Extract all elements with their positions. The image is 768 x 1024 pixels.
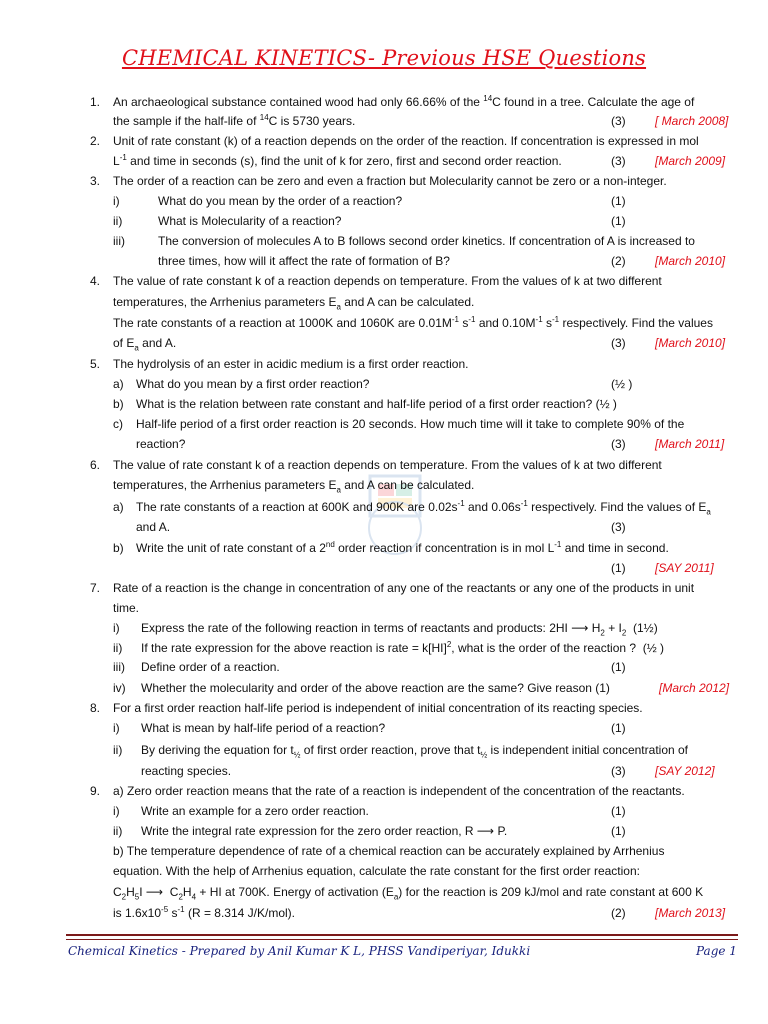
marks-label: (3) (611, 114, 626, 128)
question-text: temperatures, the Arrhenius parameters $E_a$ and A can be calculated. (113, 295, 475, 312)
exam-source: [SAY 2011] (655, 561, 714, 575)
subquestion-label: ii) (113, 641, 123, 655)
exam-source: [March 2012] (659, 681, 730, 695)
marks-label: (½ ) (611, 377, 633, 391)
question-text: The rate constants of a reaction at 1000K and 1060K are $0.01M^{-1}$ $s^{-1}$ and $0.10M^{-1}$ $s^{-1}$ respectively. Find the values (113, 315, 713, 330)
subquestion-label: b) (113, 397, 124, 411)
question-text: $C_2H_5I$ ⟶ $C_2H_4$ + HI at 700K. Energy of activation $(E_a)$ for the reaction is 209 kJ/mol and rate constant at 600 K (113, 885, 704, 902)
question-text: What do you mean by the order of a reaction? (158, 194, 403, 208)
question-text: What is the relation between rate constant and half-life period of a first order reaction? (½ ) (136, 397, 617, 411)
question-text: The value of rate constant k of a reaction depends on temperature. From the values of k at two different (113, 458, 662, 472)
question-number: 6. (90, 458, 101, 472)
subquestion-label: b) (113, 541, 124, 555)
marks-label: (1) (611, 824, 626, 838)
subquestion-label: i) (113, 621, 120, 635)
question-text: equation. With the help of Arrhenius equation, calculate the rate constant for the first order reaction: (113, 864, 640, 878)
question-text: the sample if the half-life of $^{14}$C is 5730 years. (113, 113, 356, 128)
footer-divider-thin (66, 939, 738, 940)
marks-label: (3) (611, 764, 626, 778)
question-text: $L^{-1}$ and time in seconds (s), find the unit of k for zero, first and second order reaction. (113, 153, 562, 168)
marks-label: (2) (611, 906, 626, 920)
exam-source: [March 2013] (655, 906, 726, 920)
question-number: 2. (90, 134, 101, 148)
footer-divider (66, 934, 738, 936)
marks-label: (1) (611, 721, 626, 735)
marks-label: (1) (611, 804, 626, 818)
question-number: 4. (90, 274, 101, 288)
question-text: An archaeological substance contained wood had only 66.66% of the $^{14}$C found in a tree. Calculate the age of (113, 94, 695, 109)
question-number: 3. (90, 174, 101, 188)
footer-text: Chemical Kinetics - Prepared by Anil Kumar K L, PHSS Vandiperiyar, Idukki (68, 944, 531, 958)
question-number: 7. (90, 581, 101, 595)
question-text: The value of rate constant k of a reaction depends on temperature. From the values of k at two different (113, 274, 662, 288)
question-text: reacting species. (141, 764, 232, 778)
question-text: Rate of a reaction is the change in concentration of any one of the reactants or any one of the products in unit (113, 581, 695, 595)
subquestion-label: iv) (113, 681, 126, 695)
question-text: temperatures, the Arrhenius parameters $E_a$ and A can be calculated. (113, 478, 475, 495)
question-number: 8. (90, 701, 101, 715)
marks-label: (2) (611, 254, 626, 268)
question-text: Write the integral rate expression for the zero order reaction, R ⟶ P. (141, 824, 508, 838)
exam-source: [March 2011] (655, 437, 725, 451)
question-text: Whether the molecularity and order of the above reaction are the same? Give reason (1) (141, 681, 610, 695)
subquestion-label: ii) (113, 214, 123, 228)
marks-label: (3) (611, 520, 626, 534)
page-number: Page 1 (696, 944, 737, 958)
question-text: Write an example for a zero order reaction. (141, 804, 369, 818)
question-number: 5. (90, 357, 101, 371)
exam-source: [ March 2008] (655, 114, 729, 128)
exam-source: [March 2010] (655, 336, 726, 350)
question-text: Define order of a reaction. (141, 660, 280, 674)
question-text: Unit of rate constant (k) of a reaction depends on the order of the reaction. If concentration is expressed in mol (113, 134, 699, 148)
question-number: 1. (90, 95, 101, 109)
question-text: What is Molecularity of a reaction? (158, 214, 342, 228)
question-text: The rate constants of a reaction at 600K and 900K are $0.02s^{-1}$ and $0.06s^{-1}$ respectively. Find the values of $E_a$ (136, 499, 711, 517)
page-title: CHEMICAL KINETICS- Previous HSE Questions (121, 46, 647, 70)
exam-source: [March 2009] (655, 154, 726, 168)
question-text: three times, how will it affect the rate of formation of B? (158, 254, 450, 268)
question-text: reaction? (136, 437, 186, 451)
question-text: time. (113, 601, 140, 615)
subquestion-label: i) (113, 804, 120, 818)
subquestion-label: ii) (113, 743, 123, 757)
subquestion-label: iii) (113, 234, 125, 248)
question-text: of $E_a$ and A. (113, 336, 177, 353)
question-text: and A. (136, 520, 171, 534)
subquestion-label: i) (113, 721, 120, 735)
subquestion-label: ii) (113, 824, 123, 838)
question-text: is $1.6x10^{-5}$ $s^{-1}$ (R = 8.314 J/K/mol). (113, 905, 295, 920)
question-number: 9. (90, 784, 101, 798)
subquestion-label: a) (113, 500, 124, 514)
question-text: What is mean by half-life period of a reaction? (141, 721, 386, 735)
marks-label: (3) (611, 437, 626, 451)
question-text: a) Zero order reaction means that the rate of a reaction is independent of the concentration of the reactants. (113, 784, 685, 798)
question-text: What do you mean by a first order reaction? (136, 377, 370, 391)
subquestion-label: iii) (113, 660, 125, 674)
marks-label: (3) (611, 336, 626, 350)
question-text: If the rate expression for the above reaction is rate = k[HI]$^2$, what is the order of the reaction ? (½ ) (141, 640, 665, 655)
subquestion-label: c) (113, 417, 123, 431)
question-text: For a first order reaction half-life period is independent of initial concentration of its reacting species. (113, 701, 643, 715)
question-text: Write the unit of rate constant of a 2nd order reaction if concentration is in mol $L^{-1}$ and time in second. (136, 540, 669, 555)
exam-source: [SAY 2012] (655, 764, 715, 778)
question-text: By deriving the equation for $t_{\frac{1}{2}}$ of first order reaction, prove that $t_{\frac{1}{2}}$ is independent initial concentration of (141, 743, 689, 760)
exam-source: [March 2010] (655, 254, 726, 268)
question-text: The hydrolysis of an ester in acidic medium is a first order reaction. (113, 357, 469, 371)
subquestion-label: a) (113, 377, 124, 391)
marks-label: (1) (611, 660, 626, 674)
question-text: The conversion of molecules A to B follows second order kinetics. If concentration of A is increased to (158, 234, 695, 248)
marks-label: (1) (611, 214, 626, 228)
question-text: The order of a reaction can be zero and even a fraction but Molecularity cannot be zero or a non-integer. (113, 174, 667, 188)
marks-label: (3) (611, 154, 626, 168)
subquestion-label: i) (113, 194, 120, 208)
marks-label: (1) (611, 561, 626, 575)
question-text: Express the rate of the following reaction in terms of reactants and products: 2HI ⟶ $H_2 + I_2$ (1½) (141, 621, 658, 638)
marks-label: (1) (611, 194, 626, 208)
question-text: Half-life period of a first order reaction is 20 seconds. How much time will it take to complete 90% of the (136, 417, 685, 431)
question-text: b) The temperature dependence of rate of a chemical reaction can be accurately explained by Arrhenius (113, 844, 665, 858)
